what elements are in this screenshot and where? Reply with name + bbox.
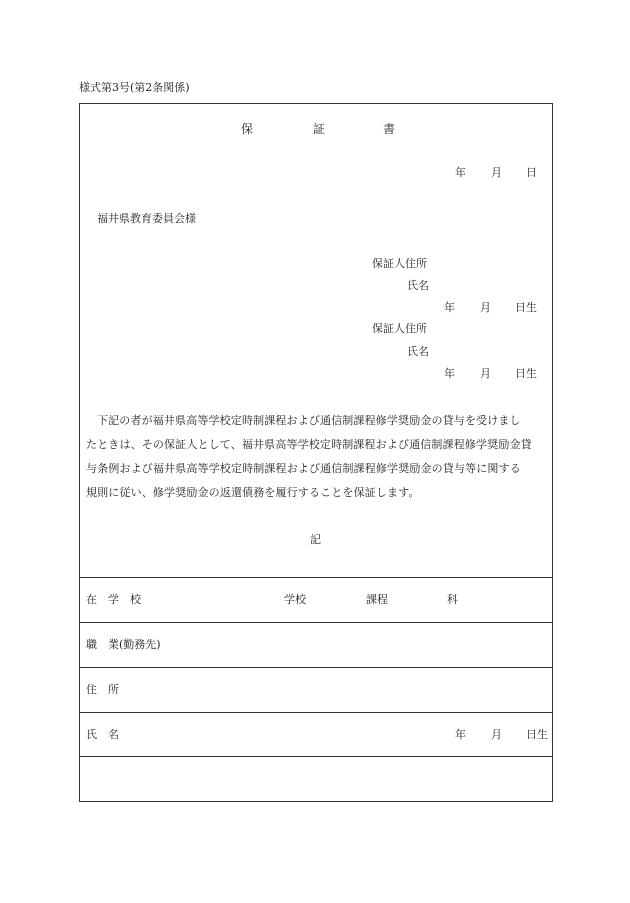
statement-line-3: 与条例および福井県高等学校定時制課程および通信制課程修学奨励金の貸与等に関する (86, 462, 521, 475)
guarantee-statement (86, 409, 548, 505)
guarantor-2-birth-month: 月 (480, 367, 491, 380)
school-unit: 学校 (284, 593, 306, 606)
guarantor-1-name-label: 氏名 (407, 279, 429, 292)
row-divider (80, 577, 552, 578)
ki-heading: 記 (310, 533, 321, 546)
department-unit: 科 (447, 593, 458, 606)
guarantor-2-birth-day: 日生 (515, 367, 537, 380)
statement-line-4: 規則に従い、修学奨励金の返還債務を履行することを保証します。 (86, 486, 420, 499)
title-char-2: 証 (313, 122, 326, 136)
student-birth-year: 年 (455, 728, 466, 741)
title-char-3: 書 (383, 122, 396, 136)
guarantor-2-name-label: 氏名 (407, 345, 429, 358)
course-unit: 課程 (366, 593, 388, 606)
school-label: 在 学 校 (86, 593, 141, 606)
guarantee-form (79, 103, 553, 802)
form-number-label: 様式第3号(第2条関係) (79, 81, 190, 94)
guarantor-1-birth-day: 日生 (515, 301, 537, 314)
student-birth-month: 月 (491, 728, 502, 741)
date-year: 年 (455, 166, 466, 179)
address-label: 住 所 (86, 683, 119, 696)
guarantor-1-birth-month: 月 (480, 301, 491, 314)
occupation-label: 職 業(勤務先) (86, 638, 161, 651)
addressee: 福井県教育委員会様 (97, 212, 196, 225)
date-month: 月 (491, 166, 502, 179)
row-divider (80, 622, 552, 623)
guarantor-1-birth-year: 年 (444, 301, 455, 314)
guarantor-1-address-label: 保証人住所 (372, 257, 427, 270)
row-divider (80, 712, 552, 713)
name-label: 氏 名 (86, 728, 119, 741)
student-birth-day: 日生 (526, 728, 548, 741)
statement-line-1: 下記の者が福井県高等学校定時制課程および通信制課程修学奨励金の貸与を受けまし (97, 414, 521, 427)
guarantor-2-address-label: 保証人住所 (372, 322, 427, 335)
row-divider (80, 756, 552, 757)
title-char-1: 保 (241, 122, 254, 136)
date-day: 日 (526, 166, 537, 179)
guarantor-2-birth-year: 年 (444, 367, 455, 380)
statement-line-2: たときは、その保証人として、福井県高等学校定時制課程および通信制課程修学奨励金貸 (86, 438, 532, 451)
row-divider (80, 667, 552, 668)
